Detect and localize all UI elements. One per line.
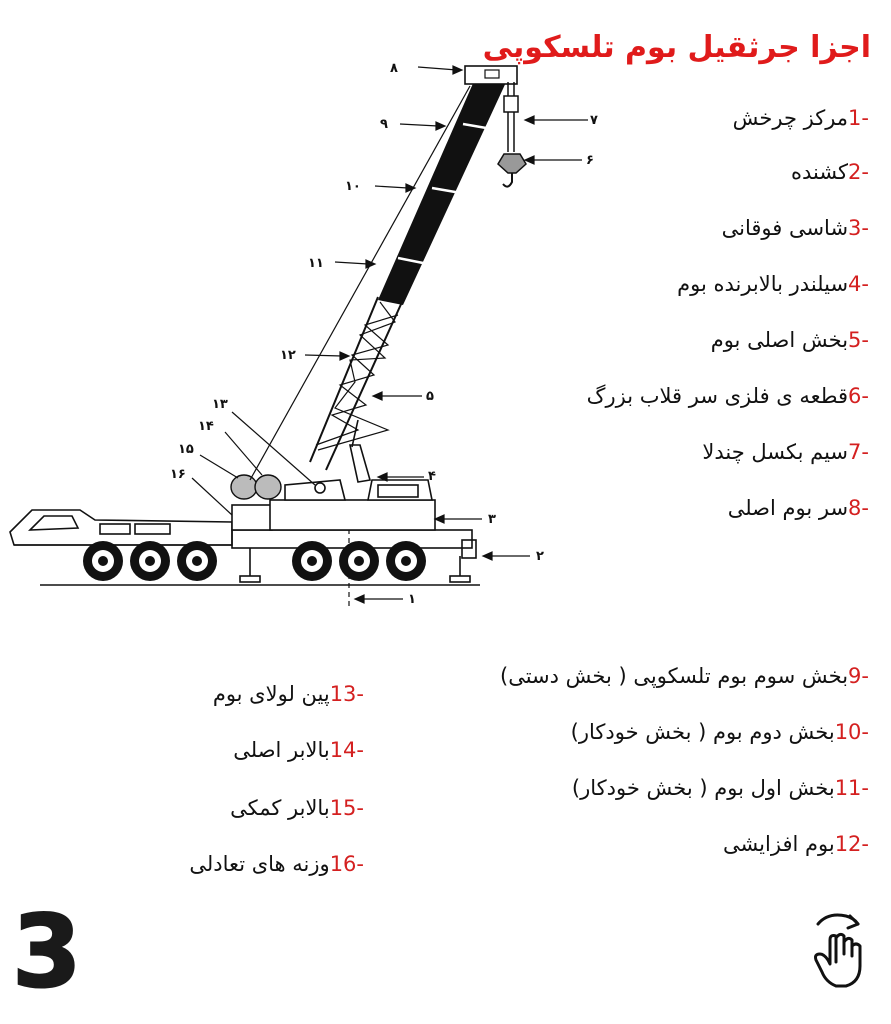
diagram-label-6: ۶ — [586, 153, 594, 168]
diagram-label-3: ۳ — [488, 512, 496, 527]
item-number: -2 — [848, 160, 869, 184]
lift-cylinder — [350, 420, 370, 482]
item-text: وزنه های تعادلی — [189, 852, 330, 876]
item-text: بخش اصلی بوم — [710, 328, 849, 352]
item-number: -11 — [834, 776, 869, 800]
diagram-label-9: ۹ — [380, 117, 388, 132]
page-number — [8, 900, 98, 1000]
item-number: -3 — [848, 216, 869, 240]
tap-hand-icon[interactable] — [806, 906, 882, 990]
item-number: -12 — [834, 832, 869, 856]
diagram-label-15: ۱۵ — [178, 442, 194, 457]
page-title: اجزا جرثقیل بوم تلسکوپی — [482, 30, 871, 65]
legend-item-14 — [233, 738, 364, 762]
legend-item-3 — [722, 216, 869, 240]
lattice-boom — [310, 297, 402, 470]
legend-item-7 — [702, 440, 869, 464]
legend-item-8 — [728, 496, 869, 520]
wheels — [83, 541, 426, 581]
item-number: -9 — [848, 664, 869, 688]
item-text: بوم افزایشی — [722, 832, 835, 856]
boom-head — [465, 66, 517, 84]
diagram-label-1: ۱ — [408, 592, 416, 607]
diagram-label-7: ۷ — [590, 113, 598, 128]
legend-item-15 — [230, 796, 364, 820]
item-number: -10 — [834, 720, 869, 744]
item-text: سر بوم اصلی — [727, 496, 849, 520]
diagram-label-11: ۱۱ — [308, 256, 324, 271]
item-text: قطعه ی فلزی سر قلاب بزرگ — [586, 384, 849, 408]
legend-item-13 — [213, 682, 364, 706]
diagram-label-10: ۱۰ — [345, 179, 361, 194]
legend-item-16 — [189, 852, 364, 876]
legend-item-1 — [733, 106, 869, 130]
item-text: بالابر کمکی — [230, 796, 330, 820]
legend-item-12 — [723, 832, 869, 856]
item-number: -13 — [329, 682, 364, 706]
legend-item-4 — [677, 272, 869, 296]
item-text: بخش سوم بوم تلسکوپی ( بخش دستی) — [500, 664, 849, 688]
item-text: سیم بکسل چندلا — [702, 440, 849, 464]
item-text: بالابر اصلی — [233, 738, 330, 762]
item-number: -14 — [329, 738, 364, 762]
item-number: -15 — [329, 796, 364, 820]
item-text: بخش دوم بوم ( بخش خودکار) — [570, 720, 835, 744]
support-line — [250, 86, 470, 480]
legend-item-6 — [587, 384, 869, 408]
legend-item-9 — [500, 664, 869, 688]
item-number: -1 — [848, 106, 869, 130]
diagram-label-12: ۱۲ — [280, 348, 296, 363]
legend-item-5 — [711, 328, 869, 352]
item-text: سیلندر بالابرنده بوم — [677, 272, 849, 296]
legend-item-10 — [571, 720, 869, 744]
diagram-label-4: ۴ — [428, 469, 436, 484]
diagram-label-14: ۱۴ — [198, 419, 214, 434]
legend-item-11 — [572, 776, 869, 800]
page-number-text: 3 — [12, 900, 82, 1000]
diagram-label-13: ۱۳ — [212, 397, 228, 412]
diagram-label-16: ۱۶ — [170, 467, 186, 482]
item-text: کشنده — [790, 160, 849, 184]
item-number: -4 — [848, 272, 869, 296]
item-text: شاسی فوقانی — [721, 216, 849, 240]
item-number: -6 — [848, 384, 869, 408]
item-number: -8 — [848, 496, 869, 520]
telescopic-boom — [378, 72, 508, 305]
item-number: -16 — [329, 852, 364, 876]
item-number: -5 — [848, 328, 869, 352]
diagram-label-5: ۵ — [426, 389, 434, 404]
item-text: مرکز چرخش — [732, 106, 849, 130]
item-text: پین لولای بوم — [212, 682, 330, 706]
diagram-label-8: ۸ — [390, 61, 398, 76]
legend-item-2 — [791, 160, 869, 184]
item-text: بخش اول بوم ( بخش خودکار) — [571, 776, 835, 800]
item-number: -7 — [848, 440, 869, 464]
hook-block — [498, 82, 526, 187]
winches — [231, 475, 281, 499]
diagram-label-2: ۲ — [536, 549, 544, 564]
boom-hinge — [315, 483, 325, 493]
